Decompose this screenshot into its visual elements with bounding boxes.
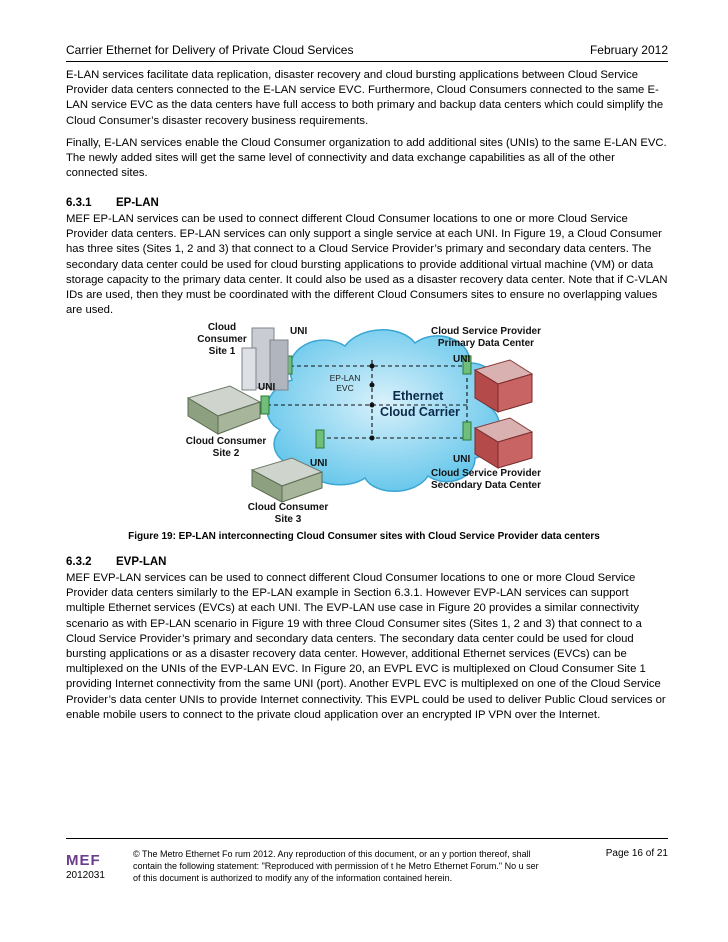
uni-label-secondary: UNI xyxy=(453,454,471,465)
copyright-line: of this document is authorized to modify any of the information contained herein. xyxy=(133,873,453,883)
carrier-label-line1: Ethernet xyxy=(392,389,444,403)
site3-label-line1: Cloud Consumer xyxy=(247,502,329,513)
site1-label-line1: Cloud xyxy=(207,322,237,333)
paragraph-elan-sites: Finally, E-LAN services enable the Cloud Consumer organization to add additional sites (UNIs) to the same E-LAN EVC. The newly added sites will get the same level of connectivity and data exchange capabilities as all of the other connected sites. xyxy=(66,137,667,180)
site1-label-line3: Site 1 xyxy=(208,346,236,357)
carrier-label-line2: Cloud Carrier xyxy=(380,405,460,419)
primary-dc-label-line2: Primary Data Center xyxy=(437,338,535,349)
site2-building-icon xyxy=(188,386,260,434)
copyright-line: contain the following statement: "Reproduced with permission of t he Metro Ethernet Forum." No u ser xyxy=(133,861,539,871)
section-heading-6-3-1 xyxy=(66,197,159,209)
section-title: EVP-LAN xyxy=(116,556,167,568)
section-number: 6.3.2 xyxy=(66,556,92,568)
figure-caption: Figure 19: EP-LAN interconnecting Cloud Consumer sites with Cloud Service Provider data centers xyxy=(128,531,600,542)
section-heading-6-3-2 xyxy=(66,556,166,568)
header-rule xyxy=(66,61,668,62)
uni-label-primary: UNI xyxy=(453,354,471,365)
header-date: February 2012 xyxy=(589,43,668,57)
paragraph-ep-lan: MEF EP-LAN services can be used to connect different Cloud Consumer locations to one or more Cloud Service Provider data centers. EP-LAN services can only support a single service at each UNI. In Figure 19, a Cloud Consumer has three sites (Sites 1, 2 and 3) that connect to a Cloud Service Provider’s primary and secondary data centers. The secondary data center could be used for cloud bursting applications to provide additional virtual machine (VM) or data storage capacity to the primary data center. It could also be used as a disaster recovery data center. Note that if C-VLAN IDs are used, then they must be coordinated with the different Cloud Consumers sites to ensure no overlapping values are used. xyxy=(66,213,668,317)
header-title: Carrier Ethernet for Delivery of Private Cloud Services xyxy=(66,43,354,57)
site1-label-line2: Consumer xyxy=(197,334,247,345)
mef-logo: MEF xyxy=(66,852,101,869)
page-number: Page 16 of 21 xyxy=(605,848,668,859)
uni-label-site3: UNI xyxy=(310,458,328,469)
site1-buildings-icon xyxy=(242,328,288,390)
site3-label-line2: Site 3 xyxy=(274,514,302,525)
uni-label-site1: UNI xyxy=(290,326,308,337)
uni-label-site2: UNI xyxy=(258,382,276,393)
section-title: EP-LAN xyxy=(116,197,159,209)
primary-dc-label-line1: Cloud Service Provider xyxy=(430,326,542,337)
footer-rule xyxy=(66,838,668,839)
paragraph-evp-lan: MEF EVP-LAN services can be used to connect different Cloud Consumer locations to one or more Cloud Service Provider data centers similarly to the EP-LAN example in Section 6.3.1. However EVP-LAN services can support multiple Ethernet services (EVCs) at each UNI. The EVP-LAN use case in Figure 20 provides a similar connectivity scenario as with EP-LAN scenario in Figure 19 with three Cloud Consumer sites (Sites 1, 2 and 3) that connect to a Cloud Service Provider’s primary and secondary data centers. The secondary data center could be used for cloud bursting applications or as a disaster recovery data center. However, additional Ethernet services (EVCs) can be multiplexed on the UNIs of the EVP-LAN EVC. In Figure 20, an EVPL EVC is multiplexed on Cloud Consumer Site 1 providing Internet connectivity from the same UNI (port). Another EVPL EVC is multiplexed on one of the Cloud Service Provider’s data center UNIs to provide Internet connectivity. This EVPL could be used to deliver Public Cloud services or enable mobile users to connect to the private cloud application over an encrypted IP VPN over the Internet. xyxy=(66,572,666,721)
secondary-dc-label-line2: Secondary Data Center xyxy=(430,480,542,491)
page-header xyxy=(66,43,668,59)
figure-ep-lan-diagram xyxy=(170,318,560,526)
copyright-notice xyxy=(133,848,571,884)
secondary-datacenter-icon xyxy=(475,418,532,468)
evc-label-line1: EP-LAN xyxy=(329,373,361,383)
copyright-line: © The Metro Ethernet Fo rum 2012. Any reproduction of this document, or an y portion thereof, shall xyxy=(133,849,531,859)
paragraph-elan-replication: E-LAN services facilitate data replication, disaster recovery and cloud bursting applications between Cloud Service Provider data centers connected to the E-LAN service EVC. Furthermore, Cloud Consumers connected to the same E-LAN service EVC as the data centers have full access to both primary and backup data centers which could simplify the Cloud Consumer’s disaster recovery business requirements. xyxy=(66,69,664,127)
evc-label-line2: EVC xyxy=(336,383,354,393)
site2-label-line2: Site 2 xyxy=(212,448,240,459)
secondary-dc-label-line1: Cloud Service Provider xyxy=(430,468,542,479)
section-number: 6.3.1 xyxy=(66,197,92,209)
document-code: 2012031 xyxy=(66,870,105,881)
site2-label-line1: Cloud Consumer xyxy=(185,436,267,447)
